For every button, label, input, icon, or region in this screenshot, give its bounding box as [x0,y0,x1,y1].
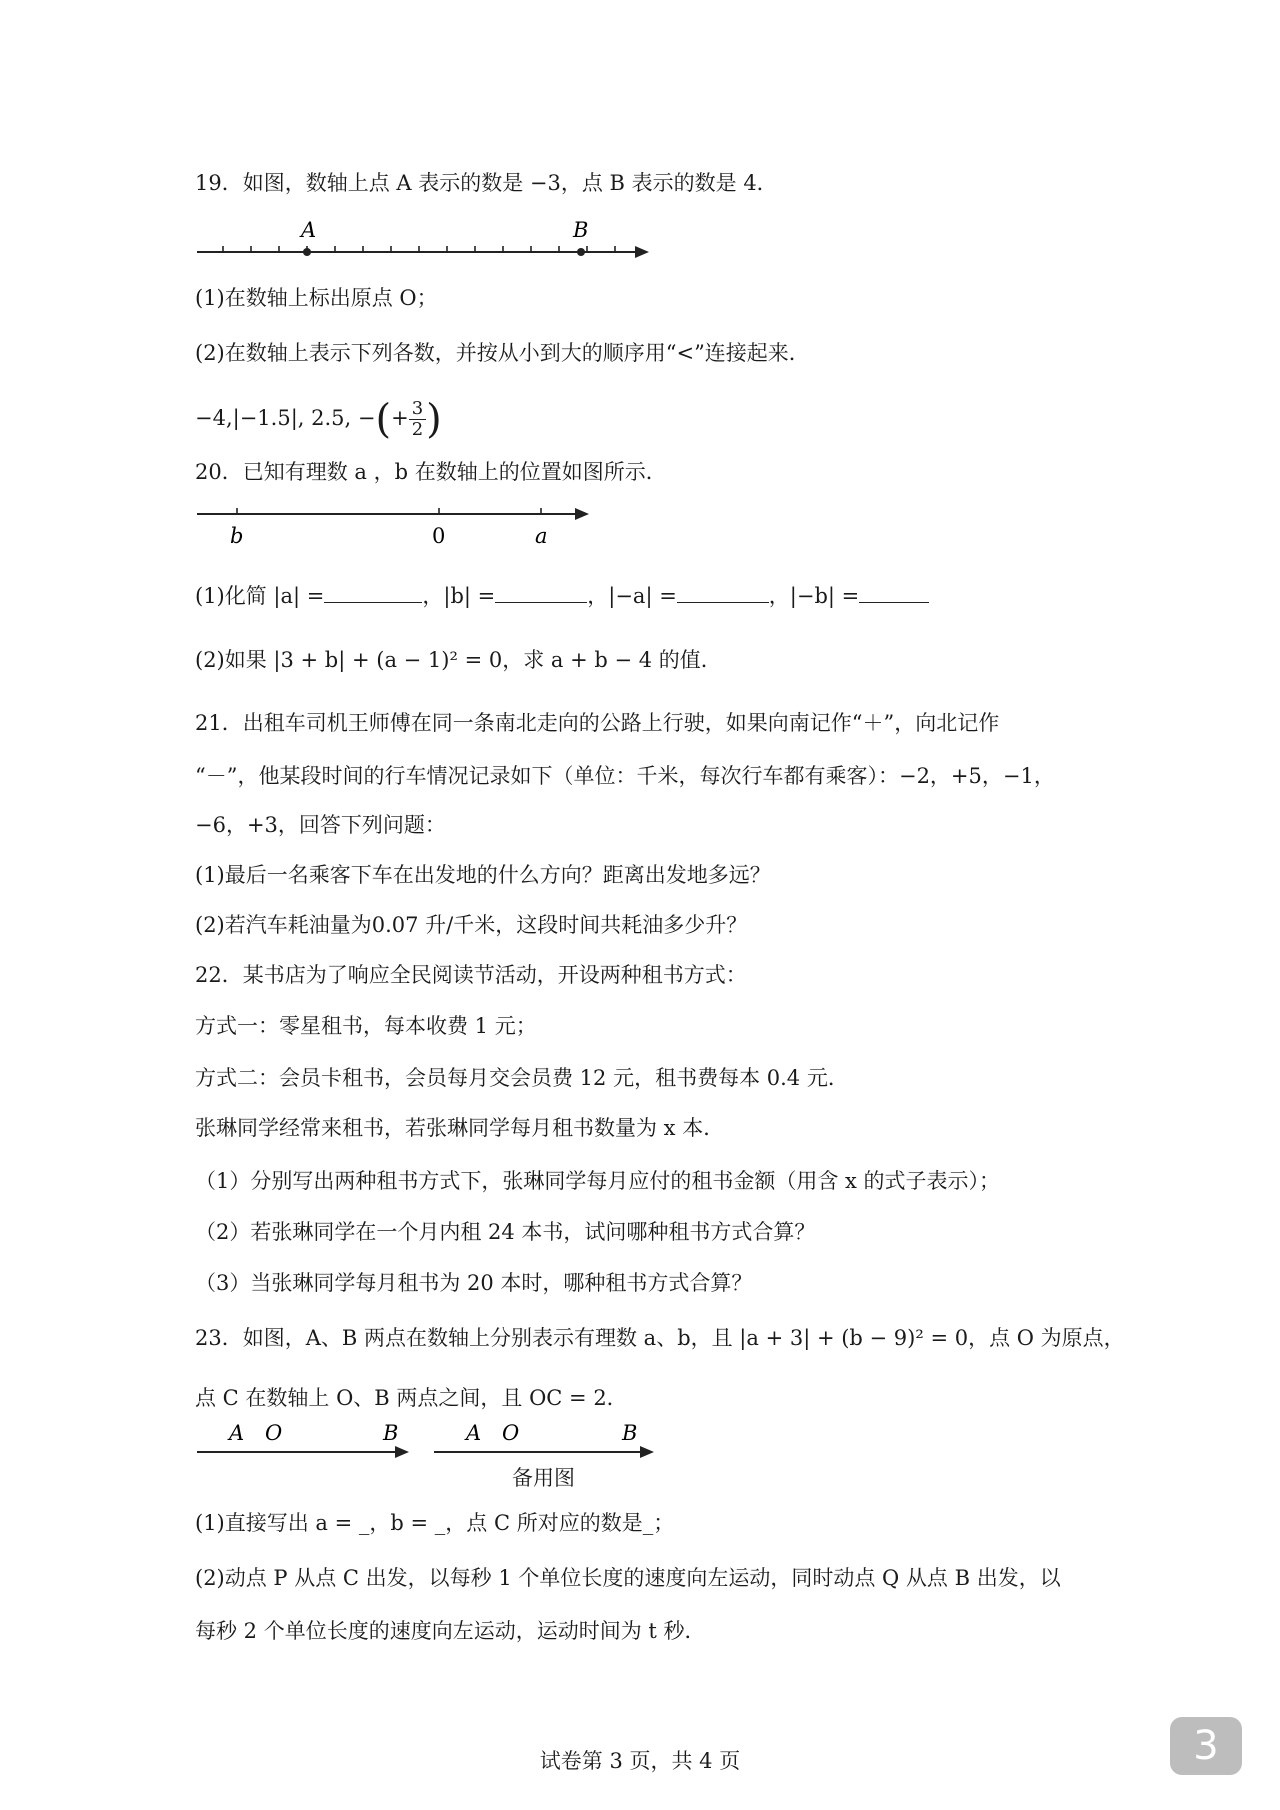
q23-part2-line2: 每秒 2 个单位长度的速度向左运动，运动时间为 t 秒． [195,1619,706,1643]
point-b-dot [577,248,585,256]
point-a-dot [303,248,311,256]
point-b-label: B [573,218,589,242]
page-footer: 试卷第 3 页，共 4 页 [539,1749,741,1773]
q21-part2: (2)若汽车耗油量为0.07 升/千米，这段时间共耗油多少升？ [195,913,748,937]
abs-neg-a-label: ，|−a| = [587,584,677,608]
b-label: b [230,524,244,548]
q23-line1: 23．如图，A、B 两点在数轴上分别表示有理数 a、b，且 |a + 3| + (b − 9)² = 0，点 O 为原点， [195,1326,1125,1350]
frac-numerator: 3 [409,399,426,420]
a-label: a [535,524,548,548]
q23-number-line [195,1420,425,1460]
q19-title: 19．如图，数轴上点 A 表示的数是 −3，点 B 表示的数是 4． [195,171,778,195]
q23-o-label: O [265,1421,283,1445]
zero-label: 0 [432,524,446,548]
q21-line1: 21．出租车司机王师傅在同一条南北走向的公路上行驶，如果向南记作“＋”，向北记作 [195,711,1000,735]
q23-line2: 点 C 在数轴上 O、B 两点之间，且 OC = 2． [195,1386,628,1410]
q23-spare-number-line [432,1420,662,1460]
spare-b-label: B [622,1421,638,1445]
q20-part2: (2)如果 |3 + b| + (a − 1)² = 0，求 a + b − 4 的值． [195,648,722,672]
abs-a-label: (1)化简 |a| = [195,584,325,608]
q22-way2: 方式二：会员卡租书，会员每月交会员费 12 元，租书费每本 0.4 元． [195,1066,849,1090]
q20-number-line [195,500,615,550]
answer-blank-4[interactable] [859,580,929,603]
abs-b-label: ，|b| = [422,584,496,608]
q21-line2: “－”，他某段时间的行车情况记录如下（单位：千米，每次行车都有乘客）：−2，+5，−1， [195,764,1055,788]
q21-line3: −6，+3，回答下列问题： [195,813,446,837]
answer-blank-2[interactable] [495,580,587,603]
point-a-label: A [301,218,317,242]
answer-blank-3[interactable] [677,580,769,603]
q23-part2-line1: (2)动点 P 从点 C 出发，以每秒 1 个单位长度的速度向左运动，同时动点 Q 从点 B 出发，以 [195,1566,1061,1590]
spare-o-label: O [502,1421,520,1445]
q23-b-label: B [383,1421,399,1445]
spare-a-label: A [466,1421,482,1445]
number-list-prefix: −4,|−1.5|, 2.5, − [195,406,376,430]
q23-part1: (1)直接写出 a = _，b = _，点 C 所对应的数是_； [195,1511,675,1535]
q19-part1: (1)在数轴上标出原点 O； [195,286,438,310]
q22-stem: 张琳同学经常来租书，若张琳同学每月租书数量为 x 本． [195,1116,725,1140]
q19-number-list: −4,|−1.5|, 2.5, −(+ $\frac{3}{2}$ ) [195,396,442,443]
q21-part1: (1)最后一名乘客下车在出发地的什么方向？距离出发地多远？ [195,863,771,887]
frac-sign: + [391,406,409,430]
abs-neg-b-label: ，|−b| = [768,584,860,608]
spare-figure-caption: 备用图 [512,1466,575,1490]
q20-title: 20．已知有理数 a ，b 在数轴上的位置如图所示． [195,460,667,484]
page-number-badge: 3 [1170,1717,1242,1775]
q22-title: 22．某书店为了响应全民阅读节活动，开设两种租书方式： [195,963,747,987]
q19-part2: (2)在数轴上表示下列各数，并按从小到大的顺序用“<”连接起来． [195,341,810,365]
q19-number-line [195,215,675,265]
frac-denominator: 2 [411,419,424,440]
q23-a-label: A [229,1421,245,1445]
q22-way1: 方式一：零星租书，每本收费 1 元； [195,1014,537,1038]
answer-blank-1[interactable] [324,580,422,603]
fraction [409,399,426,440]
q22-part3: （3）当张琳同学每月租书为 20 本时，哪种租书方式合算？ [195,1271,753,1295]
q22-part1: （1）分别写出两种租书方式下，张琳同学每月应付的租书金额（用含 x 的式子表示）； [195,1169,1001,1193]
q20-part1 [195,580,929,611]
q22-part2: （2）若张琳同学在一个月内租 24 本书，试问哪种租书方式合算？ [195,1220,816,1244]
